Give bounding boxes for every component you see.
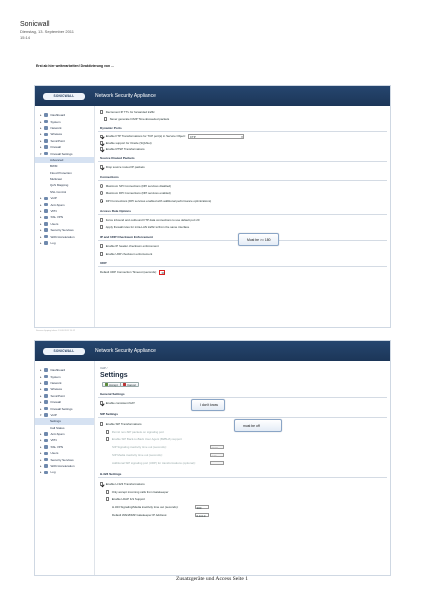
sip-media-timeout-row bbox=[112, 453, 217, 458]
sidebar-item-label: Anti-Spam bbox=[50, 202, 65, 207]
accept-label: Accept bbox=[109, 382, 118, 387]
expand-toggle-icon[interactable]: ▸ bbox=[40, 241, 42, 245]
nav-icon bbox=[44, 113, 48, 117]
h323-timeout-input[interactable]: 300 bbox=[195, 505, 209, 510]
sidebar-item-label: Firewall Settings bbox=[50, 406, 73, 411]
udp-timeout-input[interactable]: 30 bbox=[161, 271, 165, 275]
force-inbound-label: Force inbound and outbound FTP data connections to use default port 20 bbox=[105, 218, 200, 222]
sip-media-timeout-input[interactable]: 120 bbox=[210, 453, 224, 458]
screenshot-voip-settings bbox=[34, 340, 391, 576]
only-accept-gk-row bbox=[106, 490, 168, 494]
expand-toggle-icon[interactable]: ▸ bbox=[40, 387, 42, 392]
sidebar-item-label: WAN Acceleration bbox=[50, 234, 75, 239]
page-footer: Zusatzgeräte und Access Seite 1 bbox=[175, 576, 249, 582]
expand-toggle-icon[interactable]: ▸ bbox=[40, 234, 42, 239]
nav-icon bbox=[44, 203, 48, 207]
expand-toggle-icon[interactable]: ▸ bbox=[40, 457, 42, 462]
section-access-rule: Access Rule Options bbox=[98, 209, 387, 215]
expand-toggle-icon[interactable]: ▸ bbox=[40, 145, 42, 150]
only-accept-gk-checkbox[interactable] bbox=[106, 490, 109, 493]
ftp-service-select[interactable]: FTP ▾ bbox=[188, 134, 244, 139]
section-udp: UDP bbox=[98, 261, 387, 267]
expand-toggle-icon[interactable]: ▸ bbox=[40, 400, 42, 405]
sidebar-item-label: Settings bbox=[50, 419, 61, 424]
expand-toggle-icon[interactable]: ▸ bbox=[40, 406, 42, 411]
ftp-transform-row bbox=[100, 134, 244, 139]
sidebar-item-label: SonicPoint bbox=[50, 393, 65, 398]
apply-firewall-label: Apply firewall rules for intra-LAN traffic to/from the same interface bbox=[105, 225, 190, 229]
expand-toggle-icon[interactable]: ▸ bbox=[40, 113, 42, 118]
document-date: Dienstag, 13. September 2011 bbox=[20, 29, 74, 34]
additional-sip-label: Additional SIP signaling port (UDP) for transformations (optional): bbox=[112, 461, 196, 465]
consistent-nat-label: Enable consistent NAT bbox=[105, 401, 135, 405]
expand-toggle-icon[interactable]: ▸ bbox=[40, 221, 42, 226]
dpi-perf-row bbox=[100, 199, 211, 203]
nav-icon bbox=[44, 222, 48, 226]
section-connections: Connections bbox=[98, 175, 387, 181]
expand-toggle-icon[interactable]: ▸ bbox=[40, 393, 42, 398]
sidebar-item-label: VoIP bbox=[50, 196, 57, 201]
expand-toggle-icon[interactable]: ▸ bbox=[40, 380, 42, 385]
decrement-ttl-checkbox[interactable] bbox=[100, 110, 103, 113]
sidebar-item-label: SSL VPN bbox=[50, 444, 64, 449]
expand-toggle-icon[interactable]: ▸ bbox=[40, 470, 42, 475]
nav-icon bbox=[44, 241, 48, 245]
max-dpi-radio[interactable] bbox=[100, 191, 103, 194]
nav-icon bbox=[44, 394, 48, 398]
nav-icon bbox=[44, 381, 48, 385]
breadcrumb: VoIP / bbox=[100, 366, 108, 370]
page-title: Settings bbox=[100, 372, 128, 379]
section-checksum: IP and UDP Checksum Enforcement bbox=[98, 235, 387, 241]
apply-firewall-row bbox=[100, 225, 189, 229]
sidebar-item-label: VPN bbox=[50, 438, 57, 443]
app-title: Network Security Appliance bbox=[95, 93, 156, 99]
expand-toggle-icon[interactable]: ▸ bbox=[40, 138, 42, 143]
sidebar-item[interactable] bbox=[35, 469, 94, 475]
accept-icon bbox=[105, 383, 108, 386]
sidebar-item-label: Firewall bbox=[50, 400, 61, 405]
screen-clipping-caption: Screen clipping taken: 13.09.2011 15:12 bbox=[36, 330, 75, 332]
udp-checksum-checkbox[interactable] bbox=[100, 252, 103, 255]
force-inbound-row bbox=[100, 218, 200, 222]
force-inbound-checkbox[interactable] bbox=[100, 218, 103, 221]
permit-non-sip-label: Permit non-SIP packets on signaling port bbox=[111, 430, 165, 434]
expand-toggle-icon[interactable]: ▸ bbox=[40, 202, 42, 207]
ldap-ils-row bbox=[106, 497, 145, 501]
apply-firewall-checkbox[interactable] bbox=[100, 225, 103, 228]
h323-timeout-label: H.323 Signaling/Media inactivity time out (seconds): bbox=[112, 505, 179, 509]
consistent-nat-checkbox[interactable] bbox=[100, 401, 103, 404]
nav-icon bbox=[44, 452, 48, 456]
max-dpi-label: Maximum DPI Connections (DPI services enabled) bbox=[105, 191, 171, 195]
nav-icon bbox=[44, 368, 48, 372]
expand-toggle-icon[interactable]: ▸ bbox=[40, 228, 42, 233]
callout-i-dont-know: I don't know bbox=[191, 399, 225, 411]
permit-non-sip-checkbox[interactable] bbox=[106, 430, 109, 433]
nav-icon bbox=[44, 152, 48, 156]
oracle-label: Enable support for Oracle (SQLNet) bbox=[105, 141, 152, 145]
ldap-ils-label: Enable LDAP ILS Support bbox=[111, 497, 146, 501]
cancel-label: Cancel bbox=[127, 382, 136, 387]
voip-settings-panel bbox=[98, 364, 387, 572]
never-icmp-label: Never generate ICMP Time-Exceeded packets bbox=[109, 117, 170, 121]
sidebar-item-label: Multicast bbox=[50, 177, 62, 182]
sidebar-item-label: Anti-Spam bbox=[50, 432, 65, 437]
nav-icon bbox=[44, 458, 48, 462]
expand-toggle-icon[interactable]: ▸ bbox=[40, 132, 42, 137]
nav-icon bbox=[44, 439, 48, 443]
nav-icon bbox=[44, 388, 48, 392]
sonicwall-logo: SONICWALL bbox=[43, 93, 85, 100]
expand-toggle-icon[interactable]: ▸ bbox=[40, 451, 42, 456]
sip-sig-timeout-label: SIP Signaling inactivity time out (seconds): bbox=[112, 445, 167, 449]
section-sip: SIP Settings bbox=[98, 412, 387, 418]
ftp-transform-checkbox[interactable] bbox=[100, 135, 103, 138]
sip-b2bua-checkbox[interactable] bbox=[106, 437, 109, 440]
callout-must-be-off: must be off bbox=[234, 419, 282, 432]
enable-h323-checkbox[interactable] bbox=[100, 482, 103, 485]
sidebar-item-label: SonicPoint bbox=[50, 138, 65, 143]
expand-toggle-icon[interactable]: ▾ bbox=[40, 412, 42, 417]
never-icmp-checkbox[interactable] bbox=[104, 117, 107, 120]
additional-sip-input[interactable] bbox=[210, 461, 224, 466]
dpi-perf-radio[interactable] bbox=[100, 199, 103, 202]
ip-checksum-label: Enable IP header checksum enforcement bbox=[105, 244, 159, 248]
nav-icon bbox=[44, 464, 48, 468]
section-general: General Settings bbox=[98, 392, 387, 398]
gatekeeper-label: Default WAN/DMZ Gatekeeper IP Address: bbox=[112, 513, 168, 517]
app-header bbox=[35, 86, 390, 106]
nav-icon bbox=[44, 216, 48, 220]
max-spi-label: Maximum SPI Connections (DPI services disabled) bbox=[105, 184, 172, 188]
sip-sig-timeout-input[interactable]: 3600 bbox=[210, 445, 224, 450]
section-h323: H.323 Settings bbox=[98, 472, 387, 478]
expand-toggle-icon[interactable]: ▸ bbox=[40, 464, 42, 469]
sidebar-item-label: SSL VPN bbox=[50, 215, 64, 220]
oracle-row bbox=[100, 141, 152, 145]
sidebar-item-label: System bbox=[50, 119, 61, 124]
sip-media-timeout-label: SIP Media inactivity time out (seconds): bbox=[112, 453, 163, 457]
sidebar-item-label: Dashboard bbox=[50, 113, 66, 118]
additional-sip-row bbox=[112, 461, 196, 465]
oracle-checkbox[interactable] bbox=[100, 141, 103, 144]
accept-button[interactable] bbox=[102, 382, 121, 387]
sidebar-nav bbox=[35, 361, 95, 575]
sidebar-item-label: SSL Control bbox=[50, 189, 67, 194]
expand-toggle-icon[interactable]: ▸ bbox=[40, 374, 42, 379]
sidebar-item-label: Flood Protection bbox=[50, 170, 72, 175]
nav-icon bbox=[44, 407, 48, 411]
sidebar-item-label: Log bbox=[50, 241, 56, 245]
section-dynamic-ports: Dynamic Ports bbox=[98, 126, 387, 132]
nav-icon bbox=[44, 120, 48, 124]
max-dpi-row bbox=[100, 191, 171, 195]
decrement-ttl-label: Decrement IP TTL for forwarded traffic bbox=[105, 110, 155, 114]
enable-h323-row bbox=[100, 482, 145, 486]
sidebar-item-label: Security Services bbox=[50, 457, 74, 462]
udp-timeout-row bbox=[100, 270, 165, 275]
sidebar-item-label: Users bbox=[50, 221, 59, 226]
nav-icon bbox=[44, 209, 48, 213]
document-title: Sonicwall bbox=[20, 21, 50, 28]
consistent-nat-row bbox=[100, 401, 135, 405]
sip-b2bua-row bbox=[106, 437, 182, 441]
rtsp-row bbox=[100, 147, 145, 151]
sidebar-item-label: BWM bbox=[50, 164, 58, 169]
cancel-button[interactable] bbox=[120, 382, 139, 387]
decrement-ttl-row bbox=[100, 110, 155, 114]
expand-toggle-icon[interactable]: ▸ bbox=[40, 215, 42, 220]
sidebar-item-label: Advanced bbox=[50, 157, 64, 162]
nav-icon bbox=[44, 432, 48, 436]
document-header bbox=[20, 21, 74, 40]
sidebar-item-label: Firewall Settings bbox=[50, 151, 73, 156]
enable-sip-row bbox=[100, 422, 142, 426]
sidebar-item-label: VoIP bbox=[50, 412, 57, 417]
expand-toggle-icon[interactable]: ▾ bbox=[40, 151, 42, 156]
drop-source-routed-checkbox[interactable] bbox=[100, 165, 103, 168]
expand-toggle-icon[interactable]: ▸ bbox=[40, 209, 42, 214]
nav-icon bbox=[44, 133, 48, 137]
gatekeeper-input[interactable]: 0.0.0.0 bbox=[195, 513, 209, 518]
max-spi-row bbox=[100, 184, 171, 188]
udp-checksum-row bbox=[100, 252, 152, 256]
nav-icon bbox=[44, 197, 48, 201]
expand-toggle-icon[interactable]: ▸ bbox=[40, 125, 42, 130]
udp-checksum-label: Enable UDP checksum enforcement bbox=[105, 252, 153, 256]
ftp-transform-label: Enable FTP Transformations for TCP port(s) in Service Object: bbox=[105, 134, 186, 139]
never-icmp-row bbox=[104, 117, 169, 121]
nav-icon bbox=[44, 126, 48, 130]
udp-timeout-label: Default UDP Connection Timeout (seconds): bbox=[100, 270, 157, 275]
max-spi-radio[interactable] bbox=[100, 184, 103, 187]
nav-icon bbox=[44, 145, 48, 149]
section-source-routed: Source Routed Packets bbox=[98, 156, 387, 162]
document-note: Erst ab hier weiterarbeiten! Deaktivierung von ... bbox=[36, 64, 114, 68]
ip-checksum-row bbox=[100, 244, 159, 248]
sidebar-item-label: Call Status bbox=[50, 425, 65, 430]
dpi-perf-label: DPI Connections (DPI services enabled with additional performance optimizations) bbox=[105, 199, 212, 203]
rtsp-label: Enable RTSP Transformations bbox=[105, 147, 145, 151]
sidebar-item-label: VPN bbox=[50, 209, 57, 214]
sidebar-item-label: Wireless bbox=[50, 132, 63, 137]
app-title: Network Security Appliance bbox=[95, 348, 156, 354]
sidebar-item-label: System bbox=[50, 374, 61, 379]
expand-toggle-icon[interactable]: ▸ bbox=[40, 119, 42, 124]
ldap-ils-checkbox[interactable] bbox=[106, 497, 109, 500]
sidebar-item-label: Dashboard bbox=[50, 368, 66, 373]
drop-source-routed-label: Drop source routed IP packets bbox=[105, 165, 145, 169]
firewall-advanced-panel bbox=[98, 109, 387, 324]
expand-toggle-icon[interactable]: ▸ bbox=[40, 432, 42, 437]
sidebar-item-label: Users bbox=[50, 451, 59, 456]
document-time: 15:14 bbox=[20, 35, 31, 40]
only-accept-gk-label: Only accept incoming calls from Gatekeeper bbox=[111, 490, 169, 494]
cancel-icon bbox=[123, 383, 126, 386]
expand-toggle-icon[interactable]: ▸ bbox=[40, 196, 42, 201]
permit-non-sip-row bbox=[106, 430, 164, 434]
nav-icon bbox=[44, 228, 48, 232]
sidebar-item-label: Network bbox=[50, 380, 62, 385]
nav-icon bbox=[44, 139, 48, 143]
sidebar-item-label: Wireless bbox=[50, 387, 63, 392]
sidebar-item-label: Firewall bbox=[50, 145, 61, 150]
app-header bbox=[35, 341, 390, 361]
sidebar-item-label: Log bbox=[50, 470, 56, 475]
enable-sip-label: Enable SIP Transformations bbox=[105, 422, 142, 426]
rtsp-checkbox[interactable] bbox=[100, 147, 103, 150]
sidebar-item-label: Network bbox=[50, 125, 62, 130]
sidebar-nav bbox=[35, 106, 95, 327]
h323-timeout-row bbox=[112, 505, 202, 510]
screenshot-firewall-advanced bbox=[34, 85, 391, 328]
expand-toggle-icon[interactable]: ▸ bbox=[40, 444, 42, 449]
nav-icon bbox=[44, 235, 48, 239]
nav-icon bbox=[44, 471, 48, 475]
nav-icon bbox=[44, 445, 48, 449]
sidebar-item-label: QoS Mapping bbox=[50, 183, 69, 188]
sidebar-item-label: WAN Acceleration bbox=[50, 464, 75, 469]
callout-must-be-180: Must be >= 180 bbox=[238, 233, 279, 246]
sip-sig-timeout-row bbox=[112, 445, 218, 450]
nav-icon bbox=[44, 400, 48, 404]
gatekeeper-row bbox=[112, 513, 206, 518]
nav-icon bbox=[44, 413, 48, 417]
enable-sip-checkbox[interactable] bbox=[100, 422, 103, 425]
expand-toggle-icon[interactable]: ▸ bbox=[40, 438, 42, 443]
enable-h323-label: Enable H.323 Transformations bbox=[105, 482, 145, 486]
sidebar-item-label: Security Services bbox=[50, 228, 74, 233]
nav-icon bbox=[44, 375, 48, 379]
sonicwall-logo: SONICWALL bbox=[43, 348, 85, 355]
sidebar-item[interactable] bbox=[35, 240, 94, 246]
ip-checksum-checkbox[interactable] bbox=[100, 244, 103, 247]
expand-toggle-icon[interactable]: ▸ bbox=[40, 368, 42, 373]
drop-source-routed-row bbox=[100, 165, 145, 169]
sip-b2bua-label: Enable SIP Back-to-Back User Agent (B2BUA) support bbox=[111, 437, 182, 441]
